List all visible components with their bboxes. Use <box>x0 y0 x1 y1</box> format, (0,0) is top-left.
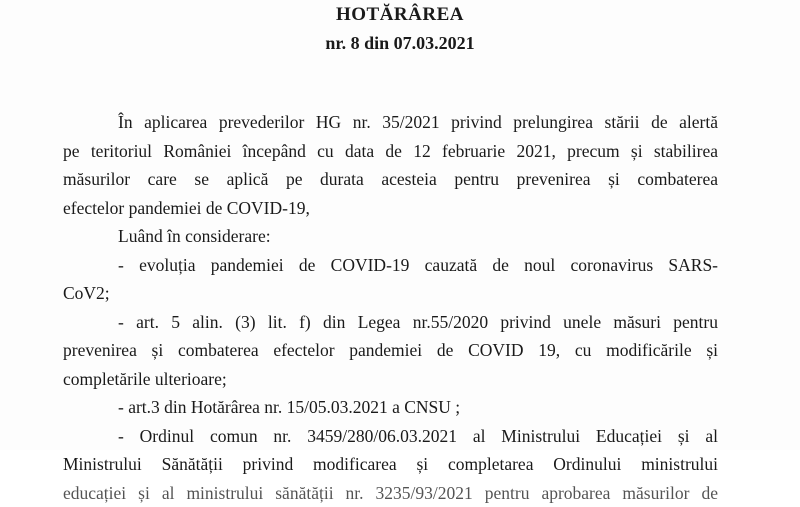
list-item-line: - art. 5 alin. (3) lit. f) din Legea nr.55/2020 privind unele măsuri pentru <box>63 308 718 337</box>
list-item-line: - art.3 din Hotărârea nr. 15/05.03.2021 a CNSU ; <box>63 393 718 422</box>
paragraph-line: efectelor pandemiei de COVID-19, <box>63 194 718 223</box>
list-item-line: Ministrului Sănătății privind modificarea și completarea Ordinului ministrului <box>63 450 718 479</box>
document-number: nr. 8 din 07.03.2021 <box>0 33 800 54</box>
document-title: HOTĂRÂREA <box>0 4 800 26</box>
list-item-line: educației și al ministrului sănătății nr. 3235/93/2021 pentru aprobarea măsurilor de <box>63 479 718 507</box>
considerations-heading: Luând în considerare: <box>63 222 718 251</box>
paragraph-line: În aplicarea prevederilor HG nr. 35/2021 privind prelungirea stării de alertă <box>63 108 718 137</box>
document-body <box>63 108 718 507</box>
list-item-line: completările ulterioare; <box>63 365 718 394</box>
paragraph-line: pe teritoriul României începând cu data de 12 februarie 2021, precum și stabilirea <box>63 137 718 166</box>
list-item-line: CoV2; <box>63 279 718 308</box>
list-item-line: - Ordinul comun nr. 3459/280/06.03.2021 al Ministrului Educației și al <box>63 422 718 451</box>
list-item-line: prevenirea și combaterea efectelor pandemiei de COVID 19, cu modificările și <box>63 336 718 365</box>
paragraph-line: măsurilor care se aplică pe durata acesteia pentru prevenirea și combaterea <box>63 165 718 194</box>
list-item-line: - evoluția pandemiei de COVID-19 cauzată de noul coronavirus SARS- <box>63 251 718 280</box>
